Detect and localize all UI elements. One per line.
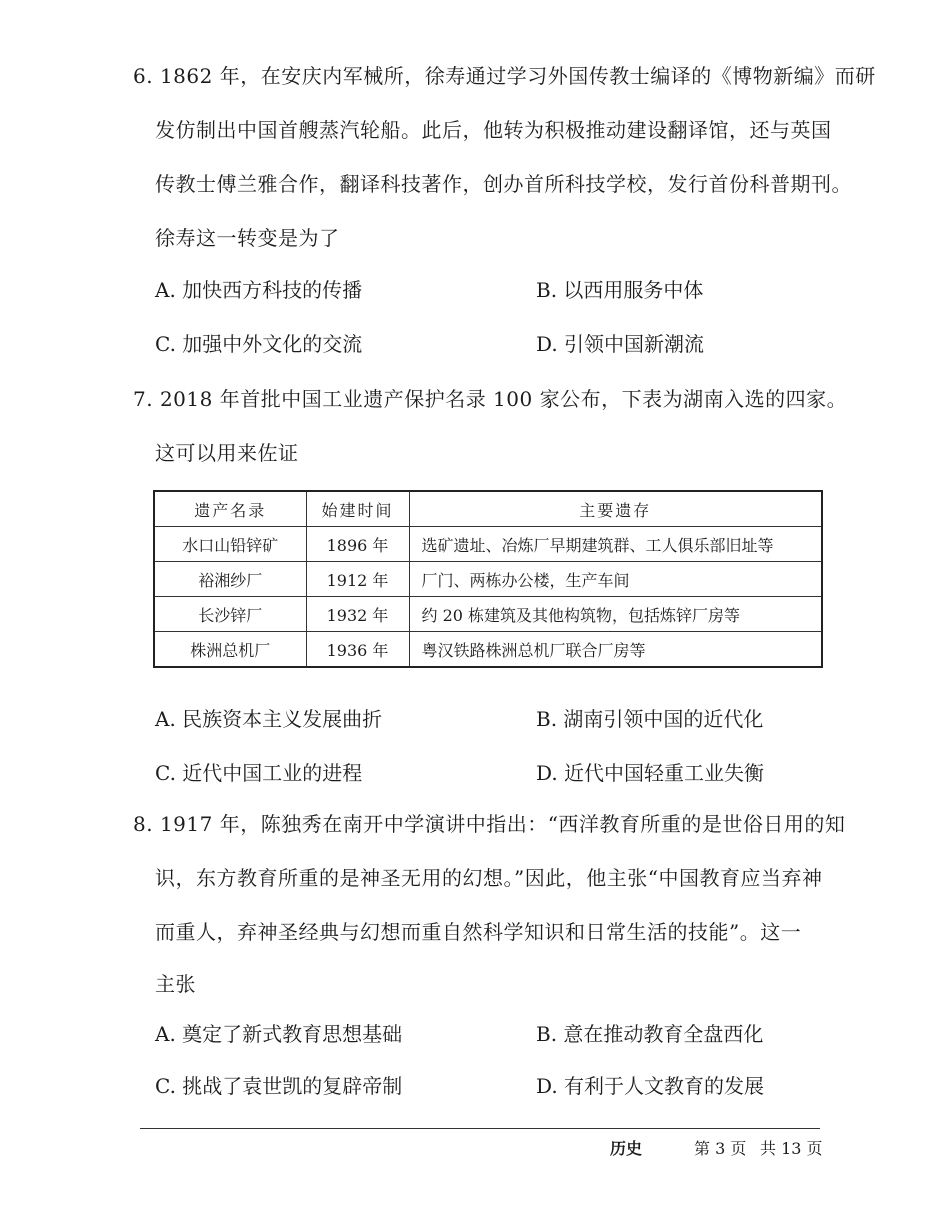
table-cell: 粤汉铁路株洲总机厂联合厂房等	[409, 632, 822, 668]
table-cell: 1912 年	[306, 562, 409, 597]
table-cell: 1932 年	[306, 597, 409, 632]
table-row	[154, 527, 822, 562]
q6-option-c: C. 加强中外文化的交流	[155, 332, 363, 356]
table-header-row	[154, 491, 822, 527]
table-header-cell: 始建时间	[306, 491, 409, 527]
table-header-cell: 主要遗存	[409, 491, 822, 527]
table-cell: 厂门、两栋办公楼，生产车间	[409, 562, 822, 597]
table-row	[154, 597, 822, 632]
q7-option-a: A. 民族资本主义发展曲折	[155, 707, 383, 731]
q6-option-d: D. 引领中国新潮流	[536, 332, 705, 356]
q8-stem-line-1: 8. 1917 年，陈独秀在南开中学演讲中指出：“西洋教育所重的是世俗日用的知	[133, 812, 846, 836]
q8-stem-line-2: 识，东方教育所重的是神圣无用的幻想。”因此，他主张“中国教育应当弃神	[155, 866, 823, 890]
table-row	[154, 632, 822, 668]
footer-divider	[140, 1128, 820, 1129]
q7-option-b: B. 湖南引领中国的近代化	[536, 707, 764, 731]
table-cell: 裕湘纱厂	[154, 562, 306, 597]
footer-page-total: 共 13 页	[760, 1139, 823, 1158]
q8-stem-line-3: 而重人，弃神圣经典与幻想而重自然科学知识和日常生活的技能”。这一	[155, 920, 802, 944]
q8-stem-line-4: 主张	[155, 972, 196, 996]
q6-stem-line-1: 6. 1862 年，在安庆内军械所，徐寿通过学习外国传教士编译的《博物新编》而研	[133, 64, 876, 88]
table-cell: 约 20 栋建筑及其他构筑物，包括炼锌厂房等	[409, 597, 822, 632]
q6-stem-line-4: 徐寿这一转变是为了	[155, 226, 340, 250]
q8-option-a: A. 奠定了新式教育思想基础	[155, 1022, 403, 1046]
table-row	[154, 562, 822, 597]
q7-stem-line-2: 这可以用来佐证	[155, 441, 299, 465]
footer-subject: 历史	[610, 1139, 643, 1158]
q7-option-d: D. 近代中国轻重工业失衡	[536, 761, 765, 785]
q6-option-a: A. 加快西方科技的传播	[155, 278, 363, 302]
q6-option-b: B. 以西用服务中体	[536, 278, 704, 302]
table-cell: 选矿遗址、冶炼厂早期建筑群、工人俱乐部旧址等	[409, 527, 822, 562]
q7-option-c: C. 近代中国工业的进程	[155, 761, 363, 785]
q7-stem-line-1: 7. 2018 年首批中国工业遗产保护名录 100 家公布，下表为湖南入选的四家。	[133, 387, 848, 411]
q8-option-c: C. 挑战了袁世凯的复辟帝制	[155, 1074, 403, 1098]
table-cell: 1936 年	[306, 632, 409, 668]
q8-option-d: D. 有利于人文教育的发展	[536, 1074, 765, 1098]
heritage-table	[153, 490, 823, 668]
table-cell: 水口山铅锌矿	[154, 527, 306, 562]
q6-stem-line-2: 发仿制出中国首艘蒸汽轮船。此后，他转为积极推动建设翻译馆，还与英国	[155, 118, 832, 142]
q6-stem-line-3: 传教士傅兰雅合作，翻译科技著作，创办首所科技学校，发行首份科普期刊。	[155, 172, 852, 196]
table-cell: 株洲总机厂	[154, 632, 306, 668]
table-cell: 1896 年	[306, 527, 409, 562]
table-cell: 长沙锌厂	[154, 597, 306, 632]
footer-page-number: 第 3 页	[694, 1139, 747, 1158]
table-header-cell: 遗产名录	[154, 491, 306, 527]
q8-option-b: B. 意在推动教育全盘西化	[536, 1022, 764, 1046]
